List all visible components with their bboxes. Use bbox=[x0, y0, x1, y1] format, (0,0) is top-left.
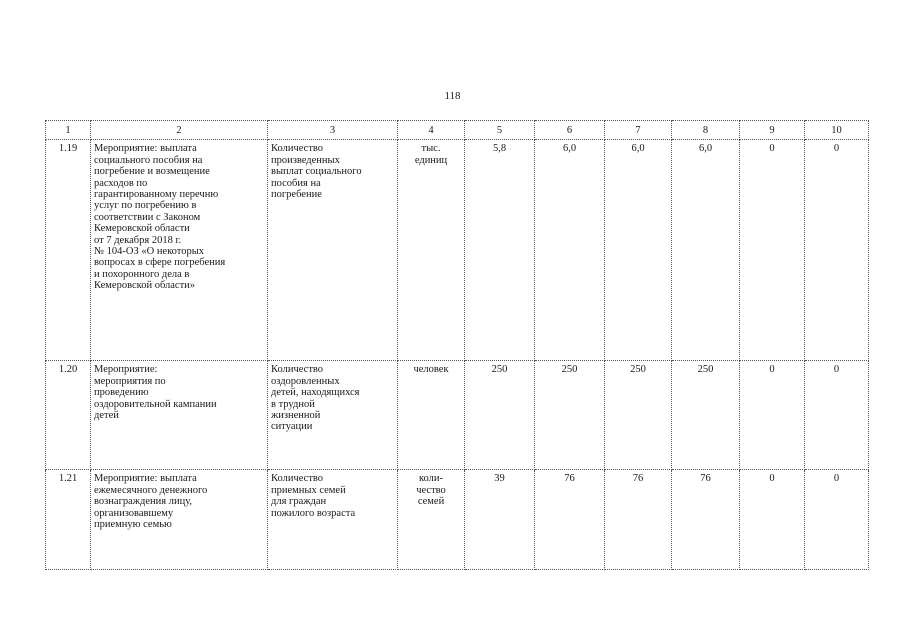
row-number-cell: 1.19 bbox=[46, 140, 91, 361]
indicator-cell: Количество произведенных выплат социального пособия на погребение bbox=[268, 140, 398, 361]
value-cell-8: 76 bbox=[672, 470, 740, 570]
column-header: 4 bbox=[398, 121, 465, 140]
table-row bbox=[46, 470, 869, 570]
column-header: 9 bbox=[740, 121, 805, 140]
table-row bbox=[46, 361, 869, 470]
column-header: 1 bbox=[46, 121, 91, 140]
table-header-row bbox=[46, 121, 869, 140]
value-cell-9: 0 bbox=[740, 140, 805, 361]
value-cell-6: 250 bbox=[535, 361, 605, 470]
column-header: 7 bbox=[605, 121, 672, 140]
unit-cell: человек bbox=[398, 361, 465, 470]
value-cell-5: 5,8 bbox=[465, 140, 535, 361]
column-header: 3 bbox=[268, 121, 398, 140]
value-cell-8: 6,0 bbox=[672, 140, 740, 361]
value-cell-5: 39 bbox=[465, 470, 535, 570]
event-cell: Мероприятие: выплата социального пособия на погребение и возмещение расходов по гарантированному перечню услуг по погребению в соответствии с Законом Кемеровской области от 7 декабря 2018 г. № 104-ОЗ «О некоторых вопросах в сфере погребения и похоронного дела в Кемеровской области» bbox=[91, 140, 268, 361]
indicators-table bbox=[45, 120, 869, 570]
value-cell-5: 250 bbox=[465, 361, 535, 470]
event-cell: Мероприятие: выплата ежемесячного денежного вознаграждения лицу, организовавшему приемную семью bbox=[91, 470, 268, 570]
table-row bbox=[46, 140, 869, 361]
value-cell-7: 76 bbox=[605, 470, 672, 570]
column-header: 10 bbox=[805, 121, 869, 140]
value-cell-6: 6,0 bbox=[535, 140, 605, 361]
indicator-cell: Количество оздоровленных детей, находящихся в трудной жизненной ситуации bbox=[268, 361, 398, 470]
page-number: 118 bbox=[444, 90, 461, 102]
value-cell-10: 0 bbox=[805, 361, 869, 470]
value-cell-9: 0 bbox=[740, 361, 805, 470]
column-header: 6 bbox=[535, 121, 605, 140]
row-number-cell: 1.20 bbox=[46, 361, 91, 470]
value-cell-10: 0 bbox=[805, 470, 869, 570]
row-number-cell: 1.21 bbox=[46, 470, 91, 570]
value-cell-8: 250 bbox=[672, 361, 740, 470]
event-cell: Мероприятие: мероприятия по проведению оздоровительной кампании детей bbox=[91, 361, 268, 470]
value-cell-7: 6,0 bbox=[605, 140, 672, 361]
value-cell-10: 0 bbox=[805, 140, 869, 361]
column-header: 5 bbox=[465, 121, 535, 140]
value-cell-6: 76 bbox=[535, 470, 605, 570]
unit-cell: коли- чество семей bbox=[398, 470, 465, 570]
unit-cell: тыс. единиц bbox=[398, 140, 465, 361]
indicator-cell: Количество приемных семей для граждан пожилого возраста bbox=[268, 470, 398, 570]
value-cell-7: 250 bbox=[605, 361, 672, 470]
value-cell-9: 0 bbox=[740, 470, 805, 570]
column-header: 2 bbox=[91, 121, 268, 140]
column-header: 8 bbox=[672, 121, 740, 140]
